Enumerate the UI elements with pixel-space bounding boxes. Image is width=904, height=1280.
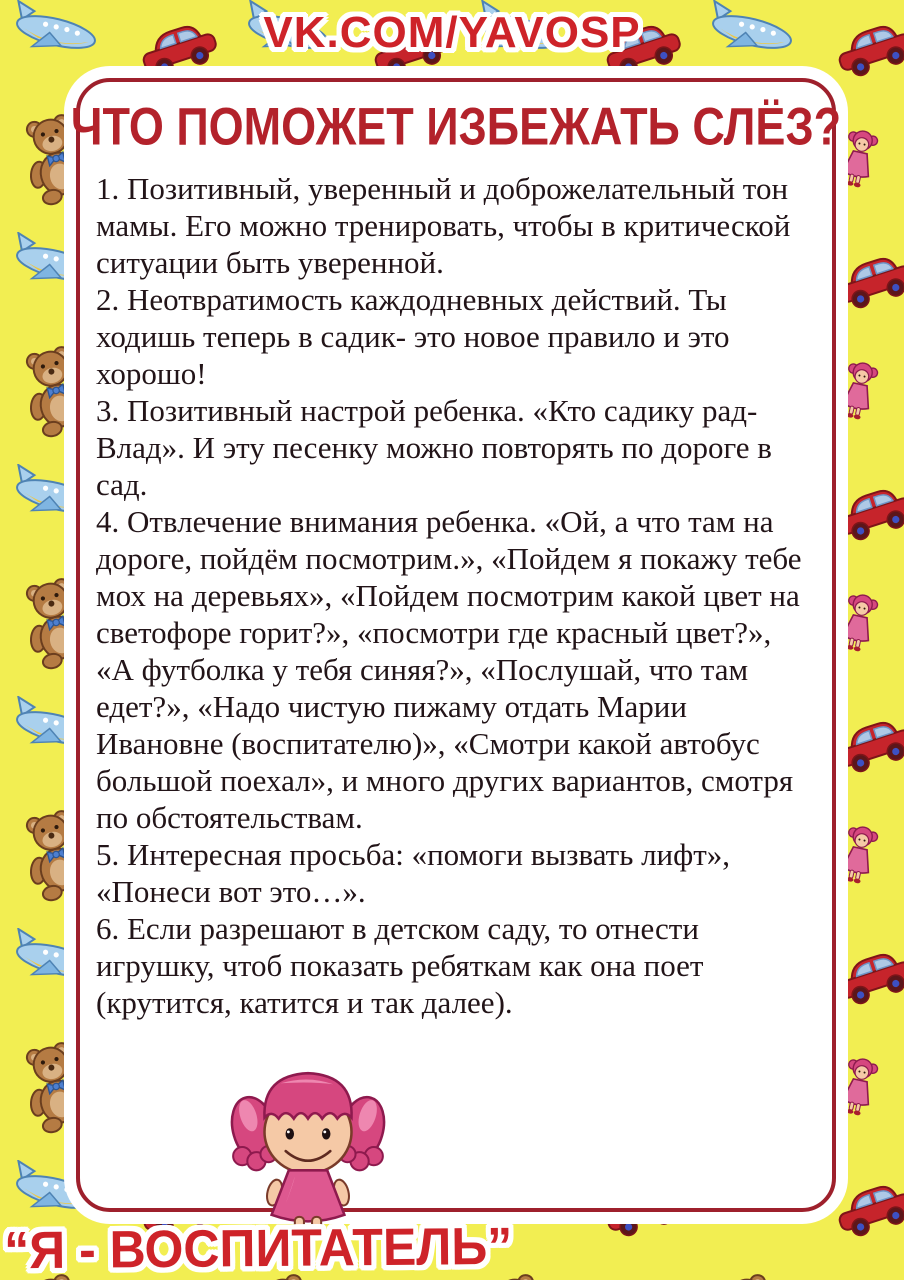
- tip-item-5: 5. Интересная просьба: «помоги вызвать лифт», «Понеси вот это…».: [96, 837, 731, 909]
- tips-list: [96, 170, 812, 1021]
- doll-eye-left: [286, 1128, 294, 1139]
- tip-item-6: 6. Если разрешают в детском саду, то отнести игрушку, чтоб показать ребяткам как она поет (крутится, катится и так далее).: [96, 911, 704, 1020]
- doll-dress: [272, 1170, 345, 1221]
- doll-eye-right: [322, 1128, 330, 1139]
- tip-item-3: 3. Позитивный настрой ребенка. «Кто садику рад-Влад». И эту песенку можно повторять по дороге в сад.: [96, 393, 772, 502]
- tip-item-1: 1. Позитивный, уверенный и доброжелательный тон мамы. Его можно тренировать, чтобы в критической ситуации быть уверенной.: [96, 171, 791, 280]
- brand-text: “Я - ВОСПИТАТЕЛЬ”: [4, 1216, 513, 1280]
- vk-url-text: VK.COM/YAVOSP: [263, 8, 641, 57]
- tip-item-2: 2. Неотвратимость каждодневных действий. Ты ходишь теперь в садик- это новое правило и это хорошо!: [96, 282, 730, 391]
- tip-item-4: 4. Отвлечение внимания ребенка. «Ой, а что там на дороге, пойдём посмотрим.», «Пойдем я покажу тебе мох на деревьях», «Пойдем посмотрим какой цвет на светофоре горит?», «посмотри где красный цвет?», «А футболка у тебя синяя?», «Послушай, что там едет?», «Надо чистую пижаму отдать Марии Ивановне (воспитателю)», «Смотри какой автобус большой поехал», и много других вариантов, смотря по обстоятельствам.: [96, 504, 802, 835]
- content-card: [64, 66, 848, 1224]
- doll-illustration: [222, 1056, 394, 1232]
- page-title: ЧТО ПОМОЖЕТ ИЗБЕЖАТЬ СЛЁЗ?: [70, 96, 842, 157]
